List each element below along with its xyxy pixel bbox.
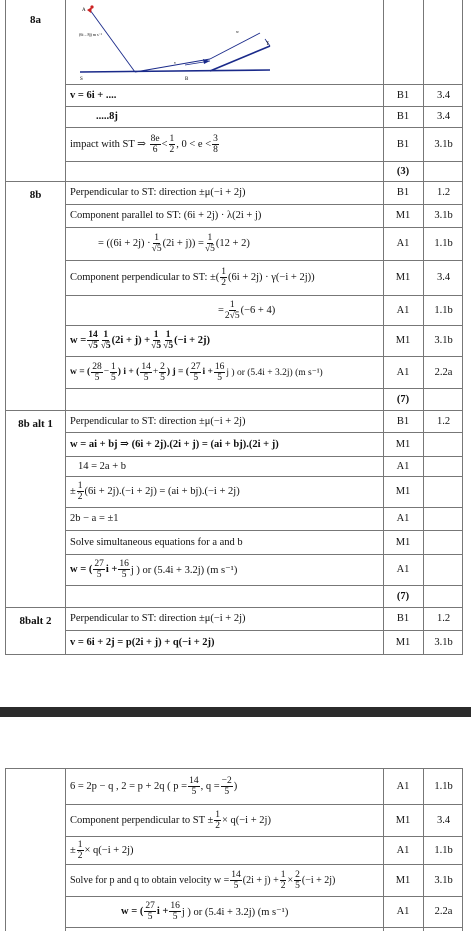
assessment-objective: 1.2	[436, 415, 451, 427]
answer-row	[6, 356, 462, 388]
answer-row	[6, 295, 462, 325]
scheme-text: w = ( $\frac{27}{5}$ i + $\frac{16}{5}$ j ) or (5.4i + 3.2j) (m s⁻¹)	[70, 559, 238, 580]
assessment-objective: 3.4	[436, 272, 451, 283]
scheme-text: w = ( $\frac{28}{5}$ − $\frac{1}{5}$ ) i + ( $\frac{14}{5}$ + $\frac{2}{5}$ ) j = ( $\frac{27}{5}$ i + $\frac{16}{5}$ j ) or (5.4i + 3.2j) (m s⁻¹)	[70, 361, 323, 383]
assessment-objective: 2.2a	[434, 366, 453, 378]
mark-code: A1	[396, 304, 410, 316]
mark-code: M1	[395, 536, 411, 548]
assessment-objective: 3.4	[436, 89, 451, 101]
mark-code: M1	[395, 272, 411, 283]
mark-code: A1	[396, 366, 410, 378]
answer-row	[6, 325, 462, 356]
mark-code: (7)	[396, 393, 410, 405]
assessment-objective: 3.4	[436, 814, 451, 826]
mark-code: A1	[396, 906, 410, 917]
total-row	[6, 388, 462, 410]
answer-row	[6, 410, 462, 432]
mark-code: A1	[396, 564, 410, 575]
mark-code: (3)	[396, 165, 410, 177]
mark-code: (7)	[396, 590, 410, 602]
scheme-text: Solve for p and q to obtain velocity w = $\frac{14}{5}$ (2i + j) + $\frac{1}{2}$ × $\frac{2}{5}$ (−i + 2j)	[70, 869, 336, 891]
assessment-objective	[423, 432, 464, 456]
answer-row	[6, 204, 462, 227]
assessment-objective	[423, 476, 464, 507]
mark-code: A1	[396, 781, 410, 792]
scheme-text: v = 6i + 2j = p(2i + j) + q(−i + 2j)	[70, 637, 215, 648]
scheme-text: ± $\frac{1}{2}$ × q(−i + 2j)	[70, 839, 134, 861]
assessment-objective: 2.2a	[434, 906, 453, 917]
scheme-text: Perpendicular to ST: direction ±μ(−i + 2j)	[70, 613, 246, 624]
question-number: 8b alt 1	[18, 418, 53, 430]
scheme-text: = ((6i + 2j) · $\frac{1}{√5}$ (2i + j)) = $\frac{1}{√5}$ (12 + 2)	[98, 233, 250, 254]
answer-row	[6, 456, 462, 476]
mark-scheme-page-1	[5, 0, 463, 655]
mark-code: A1	[396, 513, 410, 524]
collision-diagram	[70, 2, 382, 82]
assessment-objective: 3.1b	[434, 637, 453, 648]
answer-row	[6, 864, 462, 896]
answer-row	[6, 630, 462, 655]
assessment-objective: 1.2	[436, 613, 451, 624]
mark-code: A1	[396, 460, 410, 472]
assessment-objective: 1.1b	[434, 304, 453, 316]
answer-row	[6, 554, 462, 585]
answer-row	[6, 896, 462, 927]
label-a: A	[82, 8, 86, 13]
mark-code: M1	[395, 814, 411, 826]
scheme-text: Component perpendicular to ST: ±( $\frac{1}{2}$ (6i + 2j) · γ(−i + 2j))	[70, 267, 315, 288]
answer-row	[6, 181, 462, 204]
mark-code: B1	[396, 89, 410, 101]
assessment-objective	[423, 456, 464, 476]
assessment-objective: 3.1b	[434, 335, 453, 346]
answer-row	[6, 836, 462, 864]
assessment-objective	[423, 530, 464, 554]
assessment-objective	[423, 554, 464, 585]
mark-code: B1	[396, 111, 410, 122]
scheme-text: w = ai + bj ⇒ (6i + 2j).(2i + j) = (ai + bj).(2i + j)	[70, 439, 279, 450]
question-number: 8balt 2	[19, 615, 52, 627]
page-break-bar	[0, 707, 471, 717]
mark-code: M1	[395, 438, 411, 450]
answer-row	[6, 507, 462, 530]
assessment-objective: 3.1b	[434, 138, 453, 150]
scheme-text: v = 6i + ....	[70, 89, 117, 101]
mark-code: B1	[396, 415, 410, 427]
mark-scheme-page-2	[5, 768, 463, 931]
assessment-objective: 3.1b	[434, 210, 453, 221]
scheme-text: 2b − a = ±1	[70, 513, 119, 524]
mark-code: B1	[396, 613, 410, 624]
mark-code: M1	[395, 335, 411, 346]
mark-code: B1	[396, 187, 410, 198]
scheme-text: Perpendicular to ST: direction ±μ(−i + 2j)	[70, 187, 246, 198]
answer-row	[6, 530, 462, 554]
answer-row	[6, 260, 462, 295]
assessment-objective: 1.1b	[434, 781, 453, 792]
assessment-objective	[423, 507, 464, 530]
assessment-objective: 1.2	[436, 187, 451, 198]
total-row	[6, 161, 462, 181]
velocity-label: (6i – 8j) m s⁻¹	[79, 32, 102, 37]
answer-row	[6, 127, 462, 161]
mark-code: A1	[396, 238, 410, 249]
question-number: 8a	[30, 14, 41, 26]
scheme-text: Component parallel to ST: (6i + 2j) · λ(2i + j)	[70, 210, 262, 221]
assessment-objective: 1.1b	[434, 844, 453, 856]
mark-code: M1	[395, 210, 411, 221]
total-row	[6, 585, 462, 607]
scheme-text: w = $\frac{14}{√5}$ $\frac{1}{√5}$ (2i + j) + $\frac{1}{√5}$ $\frac{1}{√5}$ (−i + 2j)	[70, 330, 210, 351]
scheme-text: = $\frac{1}{2√5}$ (−6 + 4)	[218, 299, 276, 321]
vector-label-w: w	[236, 29, 239, 34]
mark-code: B1	[396, 138, 410, 150]
answer-row	[6, 227, 462, 260]
answer-row	[6, 804, 462, 836]
answer-row	[6, 432, 462, 456]
label-b: B	[185, 77, 189, 82]
answer-row	[6, 769, 462, 804]
scheme-text: Perpendicular to ST: direction ±μ(−i + 2j)	[70, 415, 246, 427]
answer-row	[6, 84, 462, 106]
mark-code: A1	[396, 844, 410, 856]
mark-code: M1	[395, 874, 411, 886]
assessment-objective: 3.4	[436, 111, 451, 122]
scheme-text: 14 = 2a + b	[78, 460, 127, 472]
scheme-text: .....8j	[96, 111, 118, 122]
mark-code: M1	[395, 637, 411, 648]
answer-row	[6, 476, 462, 507]
answer-row	[6, 607, 462, 630]
assessment-objective: 3.1b	[434, 874, 453, 886]
label-s: S	[80, 77, 83, 82]
scheme-text: impact with ST ⇒ $\frac{8e}{6}$ < $\frac{1}{2}$ , 0 < e < $\frac{3}{8}$	[70, 133, 218, 155]
label-t: T	[266, 42, 270, 47]
vector-label-v: v	[174, 60, 176, 65]
mark-code: M1	[395, 486, 411, 497]
row-divider	[65, 927, 462, 928]
question-number: 8b	[29, 189, 42, 201]
answer-row	[6, 106, 462, 127]
scheme-text: w = ( $\frac{27}{5}$ i + $\frac{16}{5}$ j ) or (5.4i + 3.2j) (m s⁻¹)	[121, 901, 289, 922]
scheme-text: Component perpendicular to ST ± $\frac{1}{2}$ × q(−i + 2j)	[70, 809, 271, 831]
scheme-text: Solve simultaneous equations for a and b	[70, 536, 243, 548]
scheme-text: ± $\frac{1}{2}$ (6i + 2j).(−i + 2j) = (ai + bj).(−i + 2j)	[70, 481, 240, 502]
scheme-text: 6 = 2p − q , 2 = p + 2q ( p = $\frac{14}{5}$ , q = $\frac{-2}{5}$ )	[70, 776, 238, 797]
assessment-objective: 1.1b	[434, 238, 453, 249]
